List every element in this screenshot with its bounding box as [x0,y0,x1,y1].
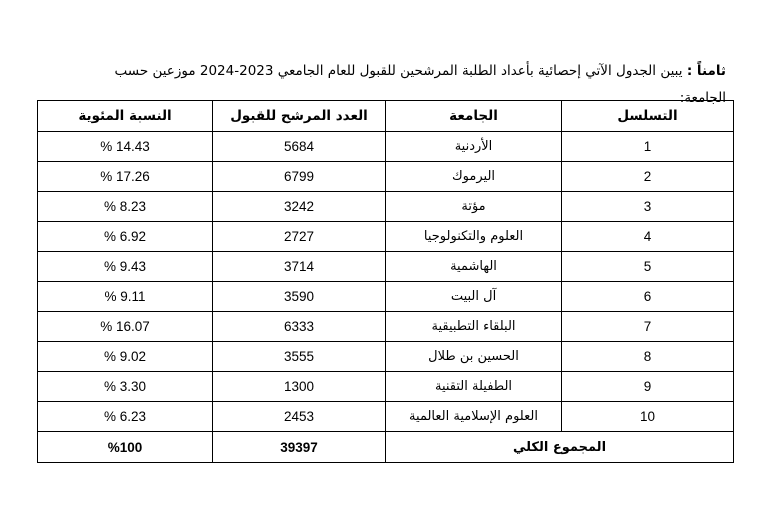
cell-serial: 8 [562,342,734,372]
cell-percent [38,282,213,312]
cell-percent [38,312,213,342]
cell-university: البلقاء التطبيقية [386,312,562,342]
cell-university: العلوم والتكنولوجيا [386,222,562,252]
table-row [38,402,734,432]
cell-serial: 5 [562,252,734,282]
header-percent: النسبة المئوية [38,101,213,132]
cell-percent [38,192,213,222]
table-row [38,132,734,162]
admissions-table [37,100,734,463]
cell-university: العلوم الإسلامية العالمية [386,402,562,432]
table-row [38,372,734,402]
percent-value: % 9.02 [103,349,147,364]
header-count: العدد المرشح للقبول [213,101,386,132]
cell-serial: 4 [562,222,734,252]
cell-count: 6799 [213,162,386,192]
total-label: المجموع الكلي [386,432,734,463]
cell-percent [38,132,213,162]
cell-university: الحسين بن طلال [386,342,562,372]
cell-percent [38,252,213,282]
percent-value: % 6.23 [103,409,147,424]
cell-university: آل البيت [386,282,562,312]
cell-percent [38,372,213,402]
intro-text: يبين الجدول الآتي إحصائية بأعداد الطلبة المرشحين للقبول للعام الجامعي 2023-2024 موزعين حسب الجامعة: [114,62,726,106]
cell-serial: 3 [562,192,734,222]
table-header-row [38,101,734,132]
table-row [38,162,734,192]
cell-count: 2727 [213,222,386,252]
cell-count: 2453 [213,402,386,432]
cell-percent [38,402,213,432]
cell-count: 3242 [213,192,386,222]
percent-value: % 9.43 [103,259,147,274]
total-row [38,432,734,463]
total-percent-value: %100 [107,439,143,455]
table-row [38,222,734,252]
cell-percent [38,222,213,252]
cell-serial: 7 [562,312,734,342]
table-row [38,252,734,282]
table-row [38,282,734,312]
cell-university: الطفيلة التقنية [386,372,562,402]
percent-value: % 8.23 [103,199,147,214]
percent-value: % 17.26 [100,169,150,184]
cell-count: 6333 [213,312,386,342]
cell-serial: 10 [562,402,734,432]
cell-serial: 2 [562,162,734,192]
header-serial: التسلسل [562,101,734,132]
percent-value: % 6.92 [103,229,147,244]
cell-university: الهاشمية [386,252,562,282]
cell-count: 1300 [213,372,386,402]
cell-university: الأردنية [386,132,562,162]
cell-serial: 6 [562,282,734,312]
cell-count: 3555 [213,342,386,372]
table-row [38,312,734,342]
total-percent [38,432,213,463]
cell-percent [38,162,213,192]
percent-value: % 3.30 [103,379,147,394]
cell-count: 5684 [213,132,386,162]
cell-university: اليرموك [386,162,562,192]
percent-value: % 16.07 [100,319,150,334]
header-university: الجامعة [386,101,562,132]
cell-count: 3590 [213,282,386,312]
table-row [38,342,734,372]
intro-lead: ثامناً : [686,62,726,79]
table-row [38,192,734,222]
total-count: 39397 [213,432,386,463]
percent-value: % 9.11 [104,289,146,304]
cell-percent [38,342,213,372]
cell-serial: 1 [562,132,734,162]
cell-serial: 9 [562,372,734,402]
percent-value: % 14.43 [100,139,150,154]
cell-university: مؤتة [386,192,562,222]
cell-count: 3714 [213,252,386,282]
